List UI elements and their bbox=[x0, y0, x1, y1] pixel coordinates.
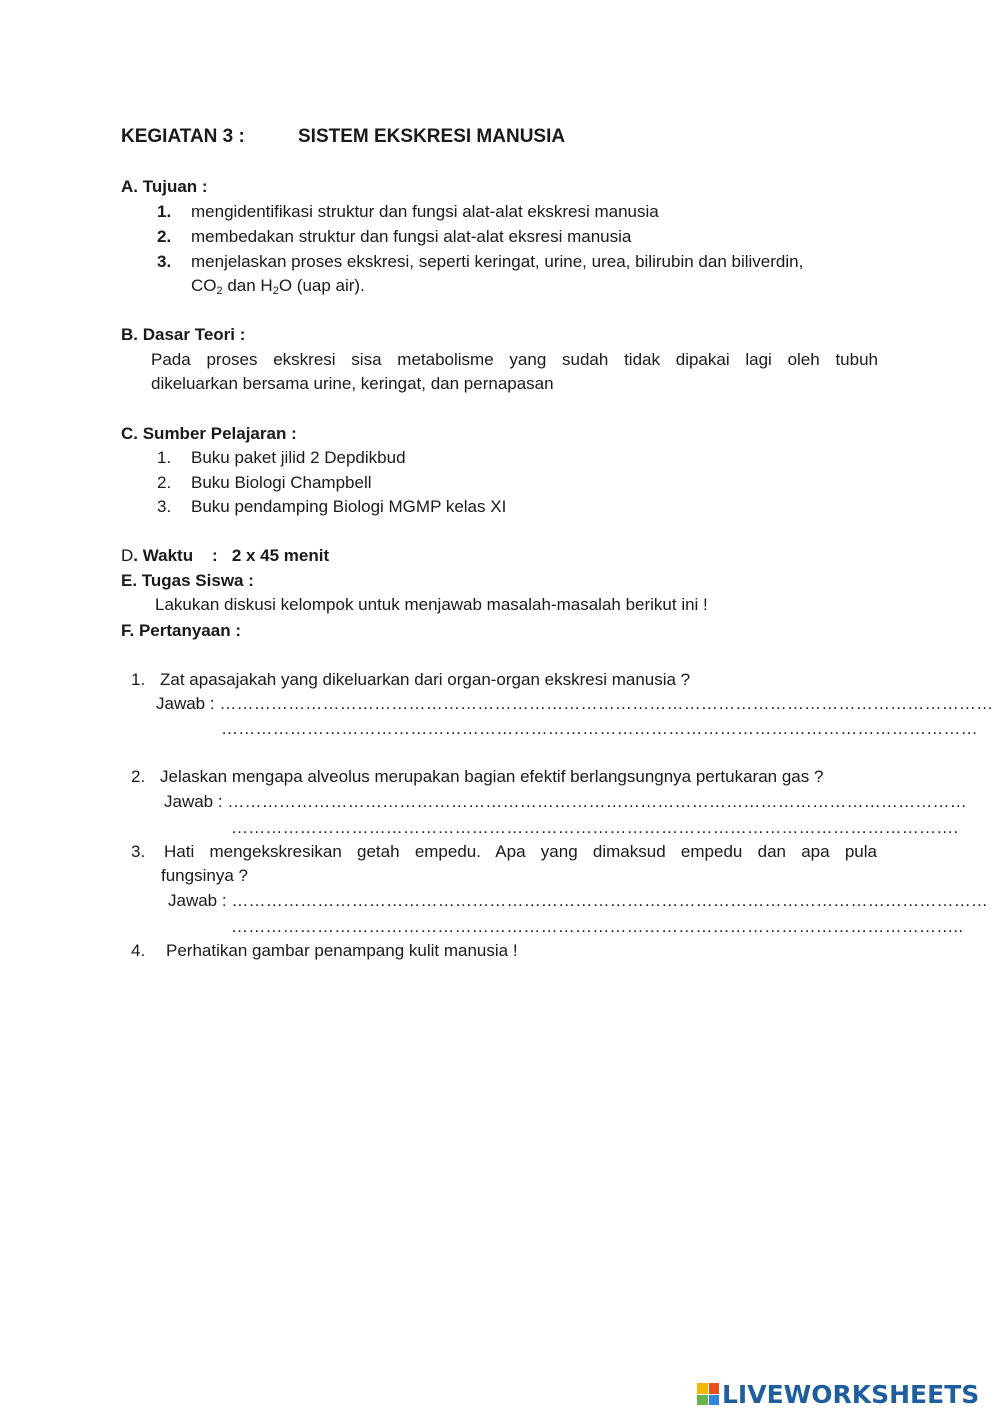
answer-line[interactable] bbox=[164, 792, 967, 812]
question bbox=[131, 842, 878, 862]
activity-label: KEGIATAN 3 : bbox=[121, 126, 245, 147]
list-number: 2. bbox=[157, 227, 172, 246]
answer-line-continuation[interactable]: ……………………………………………………………………………………………………………….. bbox=[231, 917, 964, 936]
list-text: membedakan struktur dan fungsi alat-alat eksresi manusia bbox=[191, 227, 632, 246]
answer-line-continuation[interactable]: ………………………………………………………………………………………………………………. bbox=[231, 818, 959, 837]
question-number: 2. bbox=[131, 767, 146, 786]
section-heading-pertanyaan: F. Pertanyaan : bbox=[121, 621, 241, 640]
list-text: Buku paket jilid 2 Depdikbud bbox=[191, 448, 406, 467]
answer-dots: …………………………………………………………………………………………………………………… bbox=[231, 891, 989, 910]
list-item bbox=[157, 448, 406, 468]
answer-line-continuation[interactable]: …………………………………………………………………………………………………………………… bbox=[221, 719, 978, 738]
list-text: Buku Biologi Champbell bbox=[191, 473, 372, 492]
page-title: SISTEM EKSKRESI MANUSIA bbox=[298, 126, 566, 147]
list-text: Buku pendamping Biologi MGMP kelas XI bbox=[191, 497, 507, 516]
question-number: 4. bbox=[131, 941, 146, 960]
liveworksheets-logo[interactable] bbox=[697, 1380, 979, 1408]
formula-co: CO bbox=[191, 276, 217, 295]
waktu-label: . Waktu : 2 x 45 menit bbox=[133, 546, 330, 565]
question-text: Perhatikan gambar penampang kulit manusia ! bbox=[166, 941, 518, 960]
question-text: Hati mengekskresikan getah empedu. Apa yang dimaksud empedu dan apa pula bbox=[164, 842, 877, 861]
question-number: 3. bbox=[131, 842, 146, 861]
answer-dots: ………………………………………………………………………………………………………………… bbox=[227, 792, 967, 811]
answer-dots: ……………………………………………………………………………………………………………………… bbox=[219, 694, 994, 713]
section-heading-tugas: E. Tugas Siswa : bbox=[121, 571, 254, 590]
answer-label: Jawab : bbox=[164, 792, 228, 811]
question bbox=[131, 670, 690, 690]
answer-label: Jawab : bbox=[168, 891, 232, 910]
liveworksheets-logo-icon bbox=[697, 1383, 719, 1405]
list-text: mengidentifikasi struktur dan fungsi alat-alat ekskresi manusia bbox=[191, 202, 659, 221]
answer-line[interactable] bbox=[168, 891, 988, 911]
section-heading-dasar-teori: B. Dasar Teori : bbox=[121, 325, 246, 344]
formula-o: O (uap air). bbox=[278, 276, 365, 295]
question bbox=[131, 767, 823, 787]
list-text: menjelaskan proses ekskresi, seperti keringat, urine, urea, bilirubin dan biliverdin, bbox=[191, 252, 804, 271]
question bbox=[131, 941, 518, 961]
list-item bbox=[157, 227, 631, 247]
liveworksheets-brand-text: LIVEWORKSHEETS bbox=[722, 1379, 980, 1409]
question-text: Zat apasajakah yang dikeluarkan dari organ-organ ekskresi manusia ? bbox=[160, 670, 691, 689]
waktu-letter: D bbox=[121, 546, 134, 565]
list-item-continuation bbox=[191, 276, 365, 296]
list-item bbox=[157, 473, 372, 493]
list-number: 3. bbox=[157, 252, 172, 271]
subscript: 2 bbox=[272, 285, 279, 297]
list-number: 2. bbox=[157, 473, 172, 492]
section-heading-tujuan: A. Tujuan : bbox=[121, 177, 208, 196]
answer-line[interactable] bbox=[156, 694, 993, 714]
question-text-continuation: fungsinya ? bbox=[161, 866, 248, 885]
paragraph-line: dikeluarkan bersama urine, keringat, dan pernapasan bbox=[151, 374, 554, 393]
list-item bbox=[157, 252, 803, 272]
list-item bbox=[157, 497, 506, 517]
list-number: 1. bbox=[157, 448, 172, 467]
answer-label: Jawab : bbox=[156, 694, 220, 713]
subscript: 2 bbox=[216, 285, 223, 297]
section-heading-sumber: C. Sumber Pelajaran : bbox=[121, 424, 297, 443]
list-number: 1. bbox=[157, 202, 172, 221]
formula-h: dan H bbox=[222, 276, 273, 295]
question-number: 1. bbox=[131, 670, 146, 689]
list-item bbox=[157, 202, 659, 222]
tugas-text: Lakukan diskusi kelompok untuk menjawab masalah-masalah berikut ini ! bbox=[155, 595, 708, 614]
paragraph-line: Pada proses ekskresi sisa metabolisme yang sudah tidak dipakai lagi oleh tubuh bbox=[151, 350, 878, 369]
question-text: Jelaskan mengapa alveolus merupakan bagian efektif berlangsungnya pertukaran gas ? bbox=[160, 767, 824, 786]
list-number: 3. bbox=[157, 497, 172, 516]
section-waktu bbox=[121, 546, 329, 566]
